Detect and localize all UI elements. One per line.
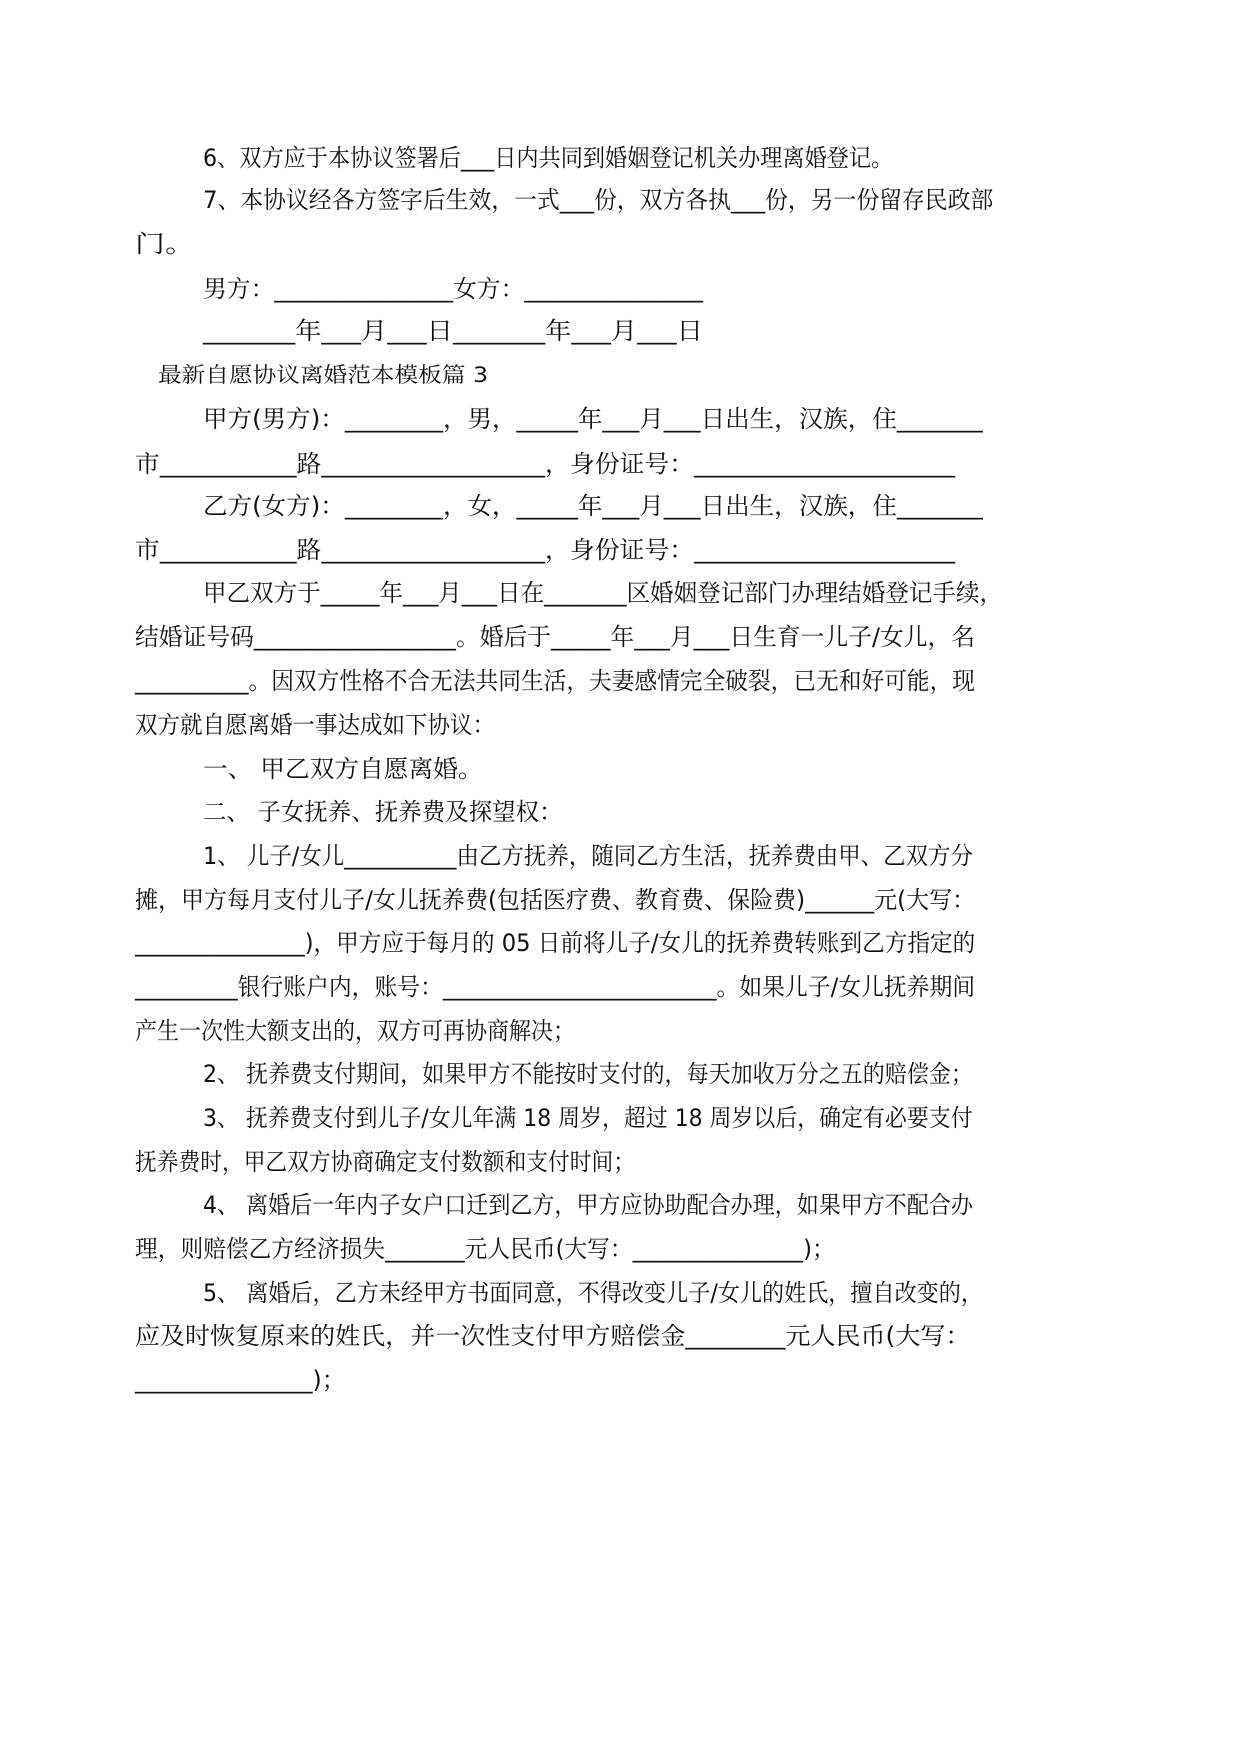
marriage-paragraph-line-1: 甲乙双方于_____年___月___日在_______区婚姻登记部门办理结婚登记手续，	[203, 579, 1003, 607]
item-1-line-5: 产生一次性大额支出的，双方可再协商解决；	[135, 1017, 575, 1045]
item-1-line-2: 摊，甲方每月支付儿子/女儿抚养费(包括医疗费、教育费、保险费)______元(大写：	[135, 886, 976, 914]
item-3-line-1: 3、 抚养费支付到儿子/女儿年满 18 周岁，超过 18 周岁以后，确定有必要支付	[203, 1104, 973, 1132]
item-4-line-2: 理，则赔偿乙方经济损失_______元人民币(大写：_______________)；	[135, 1235, 835, 1263]
item-1-line-3: _______________)，甲方应于每月的 05 日前将儿子/女儿的抚养费转账到乙方指定的	[135, 929, 976, 957]
marriage-paragraph-line-3: __________。因双方性格不合无法共同生活，夫妻感情完全破裂，已无和好可能，现	[135, 667, 975, 695]
item-5-line-3: _______________)；	[135, 1366, 346, 1394]
party-b-line-2: 市___________路__________________，身份证号：_____________________	[135, 536, 955, 564]
party-b-line-1: 乙方(女方)：________，女，_____年___月___日出生，汉族，住_______	[203, 492, 983, 520]
item-3-line-2: 抚养费时，甲乙双方协商确定支付数额和支付时间；	[135, 1148, 635, 1176]
item-5-line-1: 5、 离婚后，乙方未经甲方书面同意，不得改变儿子/女儿的姓氏，擅自改变的，	[203, 1279, 983, 1307]
article-2: 二、 子女抚养、抚养费及探望权：	[203, 798, 563, 826]
marriage-paragraph-line-2: 结婚证号码_________________。婚后于_____年___月___日生育一儿子/女儿，名	[135, 623, 976, 651]
clause-6: 6、双方应于本协议签署后___日内共同到婚姻登记机关办理离婚登记。	[203, 144, 894, 172]
item-5-line-2: 应及时恢复原来的姓氏，并一次性支付甲方赔偿金________元人民币(大写：	[135, 1322, 971, 1350]
item-1-line-1: 1、 儿子/女儿__________由乙方抚养，随同乙方生活，抚养费由甲、乙双方分	[203, 842, 973, 870]
item-4-line-1: 4、 离婚后一年内子女户口迁到乙方，甲方应协助配合办理，如果甲方不配合办	[203, 1191, 973, 1219]
marriage-paragraph-line-4: 双方就自愿离婚一事达成如下协议：	[135, 711, 495, 739]
clause-7-line-2: 门。	[135, 230, 195, 258]
date-line: _______年___月___日_______年___月___日	[203, 317, 703, 345]
clause-7-line-1: 7、本协议经各方签字后生效，一式___份，双方各执___份，另一份留存民政部	[203, 186, 994, 214]
article-1: 一、 甲乙双方自愿离婚。	[203, 755, 483, 783]
section-heading: 最新自愿协议离婚范本模板篇 3	[158, 363, 489, 387]
party-a-line-2: 市___________路__________________，身份证号：_____________________	[135, 450, 955, 478]
item-2: 2、 抚养费支付期间，如果甲方不能按时支付的，每天加收万分之五的赔偿金；	[203, 1060, 973, 1088]
party-a-line-1: 甲方(男方)：________，男，_____年___月___日出生，汉族，住_______	[203, 405, 983, 433]
signature-line: 男方：_______________女方：_______________	[203, 275, 703, 303]
item-1-line-4: _________银行账户内，账号：________________________。如果儿子/女儿抚养期间	[135, 973, 976, 1001]
